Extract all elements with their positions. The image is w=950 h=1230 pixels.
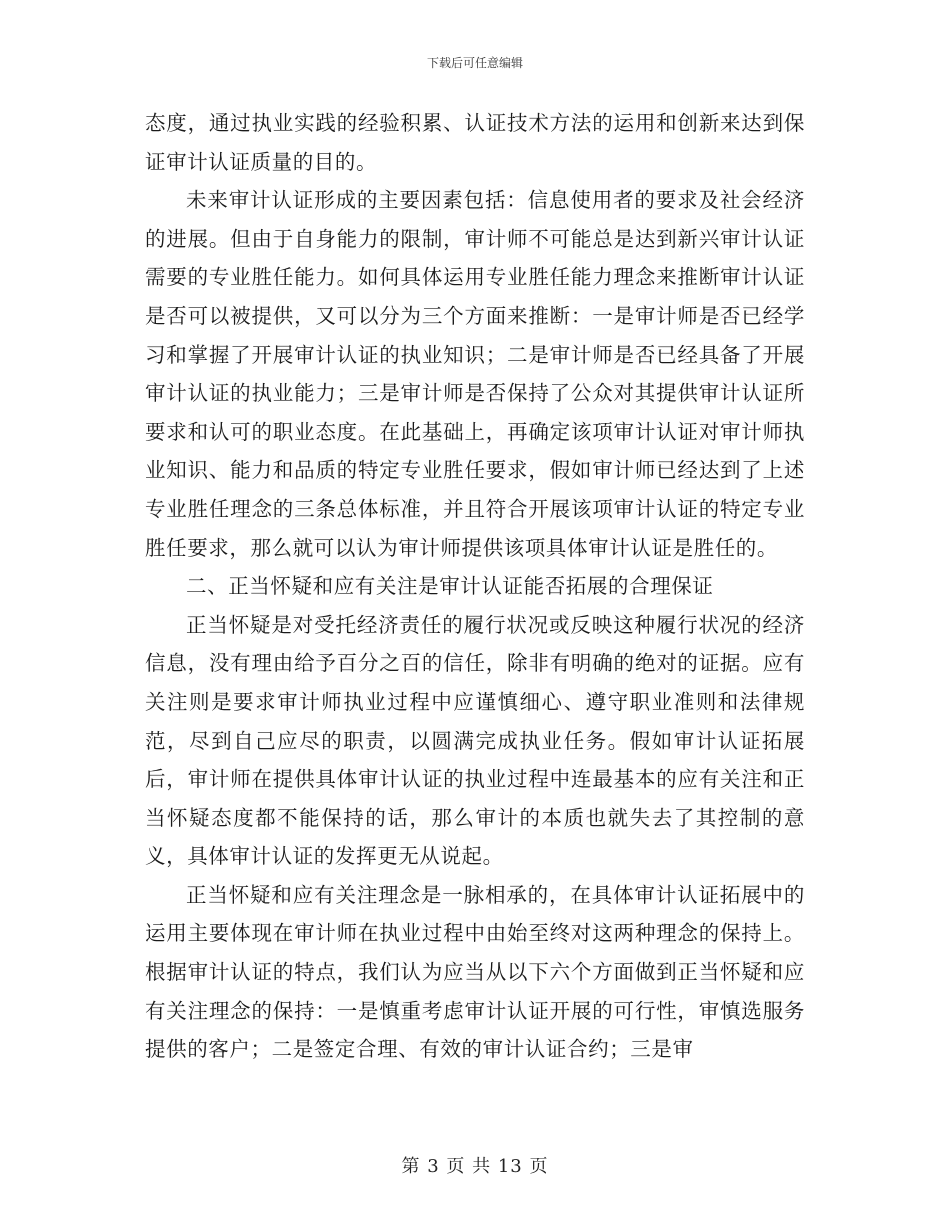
paragraph-1: 态度，通过执业实践的经验积累、认证技术方法的运用和创新来达到保证审计认证质量的目的。 [145, 111, 805, 174]
document-body [145, 104, 805, 1069]
paragraph-3: 正当怀疑是对受托经济责任的履行状况或反映这种履行状况的经济信息，没有理由给予百分之百的信任，除非有明确的绝对的证据。应有关注则是要求审计师执业过程中应谨慎细心、遵守职业准则和法律规范，尽到自己应尽的职责，以圆满完成执业任务。假如审计认证拓展后，审计师在提供具体审计认证的执业过程中连最基本的应有关注和正当怀疑态度都不能保持的话，那么审计的本质也就失去了其控制的意义，具体审计认证的发挥更无从说起。 [145, 612, 805, 869]
section-heading: 二、正当怀疑和应有关注是审计认证能否拓展的合理保证 [186, 574, 714, 599]
paragraph-2: 未来审计认证形成的主要因素包括：信息使用者的要求及社会经济的进展。但由于自身能力的限制，审计师不可能总是达到新兴审计认证需要的专业胜任能力。如何具体运用专业胜任能力理念来推断审计认证是否可以被提供，又可以分为三个方面来推断：一是审计师是否已经学习和掌握了开展审计认证的执业知识；二是审计师是否已经具备了开展审计认证的执业能力；三是审计师是否保持了公众对其提供审计认证所要求和认可的职业态度。在此基础上，再确定该项审计认证对审计师执业知识、能力和品质的特定专业胜任要求，假如审计师已经达到了上述专业胜任理念的三条总体标准，并且符合开展该项审计认证的特定专业胜任要求，那么就可以认为审计师提供该项具体审计认证是胜任的。 [145, 188, 805, 560]
page-header: 下载后可任意编辑 [426, 56, 523, 70]
paragraph-4: 正当怀疑和应有关注理念是一脉相承的，在具体审计认证拓展中的运用主要体现在审计师在执业过程中由始至终对这两种理念的保持上。根据审计认证的特点，我们认为应当从以下六个方面做到正当怀疑和应有关注理念的保持：一是慎重考虑审计认证开展的可行性，审慎选服务提供的客户；二是签定合理、有效的审计认证合约；三是审 [145, 882, 805, 1062]
page-footer: 第 3 页 共 13 页 [401, 1156, 549, 1177]
